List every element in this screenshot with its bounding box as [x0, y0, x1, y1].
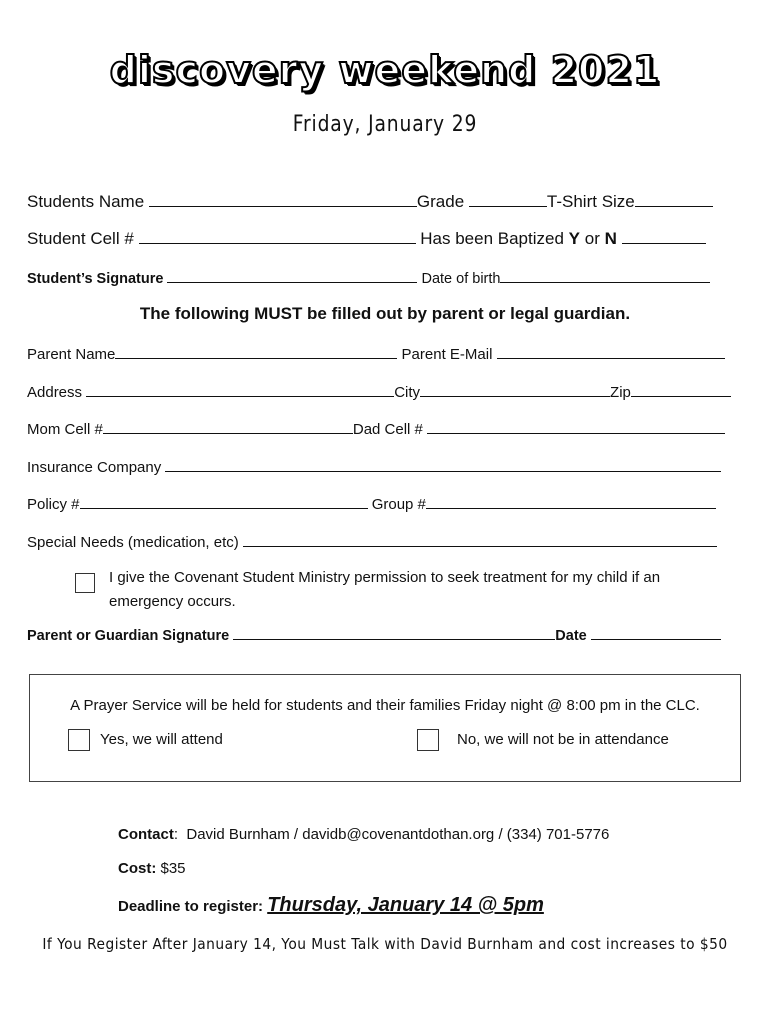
- page-title: discovery weekend 2021: [109, 48, 661, 92]
- special-needs-label: Special Needs (medication, etc): [27, 534, 239, 551]
- insurance-row: [27, 457, 721, 476]
- cost-value: $35: [160, 860, 186, 877]
- policy-field[interactable]: [80, 494, 368, 509]
- event-date-subtitle: Friday, January 29: [292, 112, 478, 137]
- tshirt-size-label: T-Shirt Size: [546, 192, 635, 211]
- city-label: City: [394, 384, 421, 401]
- group-field[interactable]: [426, 494, 716, 509]
- attend-no-label: No, we will not be in attendance: [457, 731, 669, 748]
- insurance-field[interactable]: [165, 457, 721, 472]
- student-name-field[interactable]: [149, 192, 417, 207]
- parent-signature-field[interactable]: [233, 625, 555, 640]
- attend-yes-label: Yes, we will attend: [100, 731, 223, 748]
- dad-cell-field[interactable]: [427, 419, 725, 434]
- special-needs-field[interactable]: [243, 532, 717, 547]
- prayer-service-box: [29, 674, 741, 782]
- deadline-row: [118, 894, 544, 917]
- student-signature-row: [27, 268, 710, 287]
- student-signature-label: Student’s Signature: [27, 271, 164, 287]
- city-field[interactable]: [420, 382, 610, 397]
- guardian-notice: The following MUST be filled out by parent or legal guardian.: [139, 304, 631, 323]
- insurance-label: Insurance Company: [27, 459, 162, 476]
- parent-cells-row: [27, 419, 725, 438]
- parent-email-label: Parent E-Mail: [401, 346, 493, 363]
- attend-no-checkbox[interactable]: [417, 729, 439, 751]
- student-signature-field[interactable]: [167, 268, 417, 283]
- dad-cell-label: Dad Cell #: [352, 421, 423, 438]
- student-cell-label: Student Cell #: [27, 229, 134, 248]
- contact-row: Contact: David Burnham / davidb@covenantdothan.org / (334) 701-5776: [118, 826, 610, 843]
- late-registration-note: If You Register After January 14, You Must Talk with David Burnham and cost increases to $50: [42, 935, 728, 953]
- baptized-label: Has been Baptized: [420, 229, 564, 248]
- dob-label: Date of birth: [421, 271, 501, 287]
- grade-label: Grade: [416, 192, 465, 211]
- dob-field[interactable]: [500, 268, 710, 283]
- zip-label: Zip: [610, 384, 631, 401]
- signature-date-field[interactable]: [591, 625, 721, 640]
- deadline-label: Deadline to register:: [118, 898, 264, 915]
- student-cell-row: [27, 229, 706, 249]
- baptized-or: or: [584, 229, 600, 248]
- parent-name-label: Parent Name: [27, 346, 116, 363]
- signature-date-label: Date: [555, 628, 587, 644]
- cost-row: [118, 860, 186, 877]
- student-name-row: [27, 192, 713, 212]
- baptized-no: N: [604, 229, 617, 248]
- group-label: Group #: [371, 496, 426, 513]
- baptized-field[interactable]: [622, 229, 706, 244]
- address-row: [27, 382, 731, 401]
- student-cell-field[interactable]: [139, 229, 416, 244]
- prayer-service-text: A Prayer Service will be held for students and their families Friday night @ 8:00 pm in the CLC.: [70, 697, 700, 714]
- contact-label: Contact: [118, 826, 174, 843]
- baptized-yes: Y: [568, 229, 580, 248]
- tshirt-size-field[interactable]: [635, 192, 713, 207]
- policy-label: Policy #: [27, 496, 80, 513]
- address-label: Address: [27, 384, 83, 401]
- mom-cell-field[interactable]: [103, 419, 353, 434]
- parent-name-field[interactable]: [115, 344, 397, 359]
- address-field[interactable]: [86, 382, 394, 397]
- parent-name-row: [27, 344, 725, 363]
- deadline-date: Thursday, January 14 @ 5pm: [267, 894, 544, 916]
- consent-checkbox[interactable]: [75, 573, 95, 593]
- grade-field[interactable]: [469, 192, 547, 207]
- contact-value: David Burnham / davidb@covenantdothan.org / (334) 701-5776: [186, 826, 610, 843]
- mom-cell-label: Mom Cell #: [27, 421, 103, 438]
- parent-signature-label: Parent or Guardian Signature: [27, 628, 230, 644]
- attend-yes-checkbox[interactable]: [68, 729, 90, 751]
- special-needs-row: [27, 532, 717, 551]
- policy-row: [27, 494, 716, 513]
- parent-signature-row: [27, 625, 721, 644]
- consent-text: I give the Covenant Student Ministry permission to seek treatment for my child if an emergency occurs.: [109, 569, 661, 610]
- parent-email-field[interactable]: [497, 344, 725, 359]
- student-name-label: Students Name: [27, 192, 145, 211]
- cost-label: Cost:: [118, 860, 157, 877]
- zip-field[interactable]: [631, 382, 731, 397]
